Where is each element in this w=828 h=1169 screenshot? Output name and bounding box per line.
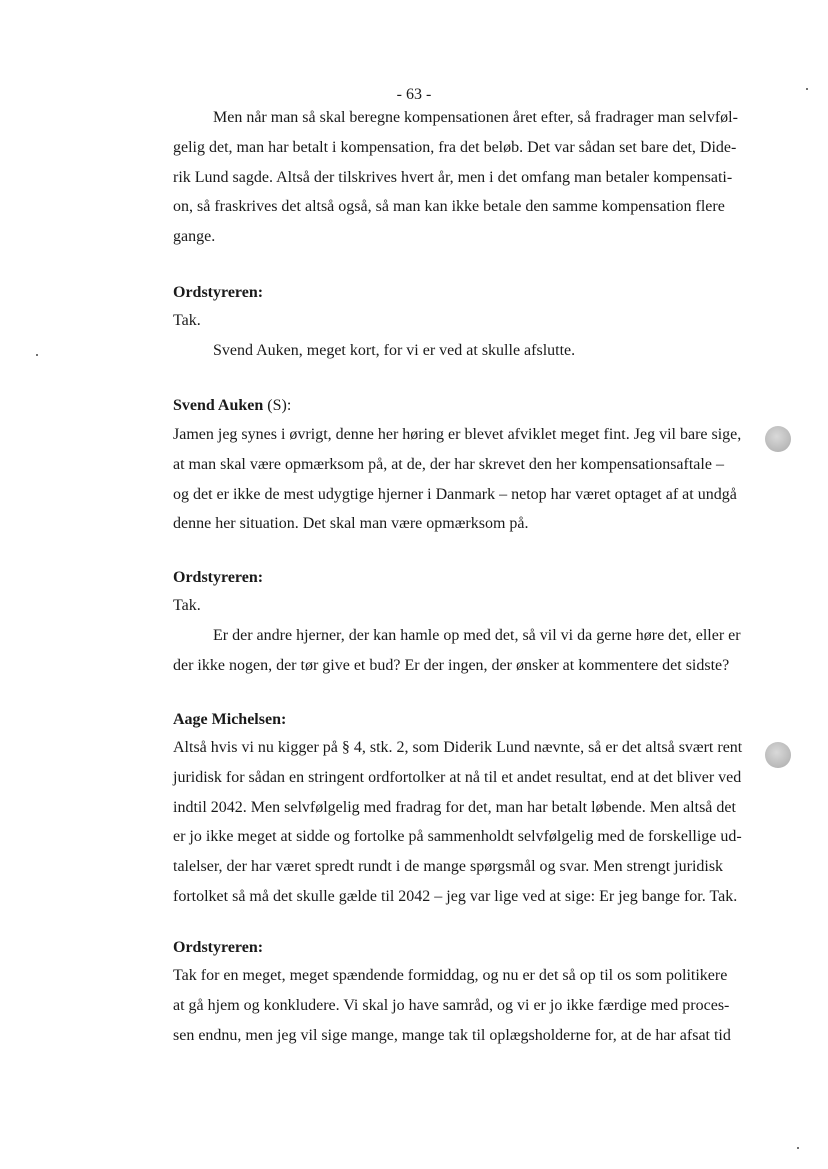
text-line: Er der andre hjerner, der kan hamle op med det, så vil vi da gerne høre det, eller er: [213, 626, 741, 644]
text-line: Altså hvis vi nu kigger på § 4, stk. 2, som Diderik Lund nævnte, så er det altså svært rent: [173, 739, 743, 756]
speaker-heading: Aage Michelsen:: [173, 711, 287, 728]
text-line: sen endnu, men jeg vil sige mange, mange tak til oplægsholderne for, at de har afsat tid: [173, 1026, 731, 1044]
speaker-heading: Ordstyreren:: [173, 569, 264, 586]
text-line: gange.: [173, 228, 216, 246]
speech-block: [173, 733, 773, 912]
text-line: juridisk for sådan en stringent ordfortolker at nå til et andet resultat, end at det bliver ved: [173, 768, 742, 786]
text-line: Jamen jeg synes i øvrigt, denne her høring er blevet afviklet meget fint. Jeg vil bare sige,: [173, 426, 742, 443]
text-line: rik Lund sagde. Altså der tilskrives hvert år, men i det omfang man betaler kompensati-: [173, 168, 733, 186]
text-line: er jo ikke meget at sidde og fortolke på sammenholdt selvfølgelig med de forskellige ud-: [173, 828, 742, 846]
text-line: Tak.: [173, 597, 201, 614]
punch-hole-icon: [765, 426, 791, 452]
text-line: Svend Auken, meget kort, for vi er ved at skulle afslutte.: [213, 341, 576, 359]
speech-block: [173, 961, 773, 1050]
text-line: at gå hjem og konkludere. Vi skal jo have samråd, og vi er jo ikke færdige med proces-: [173, 996, 730, 1014]
text-line: at man skal være opmærksom på, at de, der har skrevet den her kompensationsaftale –: [173, 455, 724, 473]
speech-block: [173, 420, 773, 539]
scan-speck: [797, 1147, 799, 1149]
speech-block: [173, 591, 773, 680]
speaker-heading: Svend Auken (S):: [173, 397, 292, 414]
text-line: gelig det, man har betalt i kompensation, fra det beløb. Det var sådan set bare det, Dide-: [173, 138, 737, 156]
speaker-heading: Ordstyreren:: [173, 939, 264, 956]
text-line: der ikke nogen, der tør give et bud? Er der ingen, der ønsker at kommentere det sidste?: [173, 656, 730, 674]
page-number: - 63 -: [396, 86, 432, 103]
scan-speck: [806, 88, 808, 90]
text-line: talelser, der har været spredt rundt i de mange spørgsmål og svar. Men strengt juridisk: [173, 858, 724, 876]
text-line: Men når man så skal beregne kompensationen året efter, så fradrager man selvføl-: [213, 109, 738, 126]
text-line: indtil 2042. Men selvfølgelig med fradrag for det, man har betalt løbende. Men altså det: [173, 798, 736, 816]
intro-paragraph: [173, 103, 773, 252]
text-line: Tak.: [173, 312, 201, 329]
speech-block: [173, 306, 773, 366]
scan-speck: [36, 354, 38, 356]
text-line: denne her situation. Det skal man være opmærksom på.: [173, 515, 529, 533]
text-line: Tak for en meget, meget spændende formiddag, og nu er det så op til os som politikere: [173, 967, 728, 984]
text-line: og det er ikke de mest udygtige hjerner i Danmark – netop har været optaget af at undgå: [173, 485, 737, 503]
text-line: on, så fraskrives det altså også, så man kan ikke betale den samme kompensation flere: [173, 198, 725, 216]
text-line: fortolket så må det skulle gælde til 2042 – jeg var lige ved at sige: Er jeg bange for. Tak.: [173, 887, 738, 905]
punch-hole-icon: [765, 742, 791, 768]
speaker-heading: Ordstyreren:: [173, 284, 264, 301]
